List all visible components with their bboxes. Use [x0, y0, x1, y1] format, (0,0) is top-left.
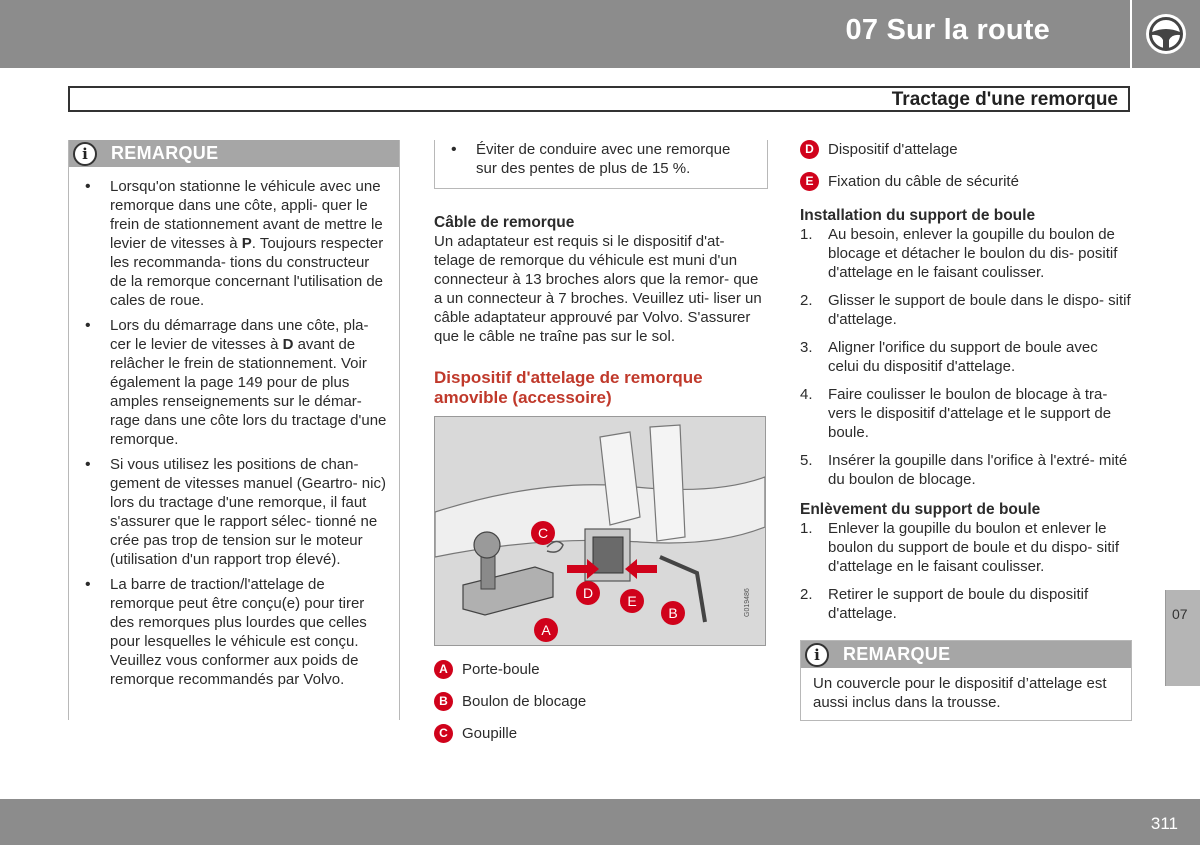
figure-code: G019486	[744, 588, 751, 617]
note-header	[69, 140, 399, 167]
step-text: Retirer le support de boule du dispositif d'attelage.	[828, 586, 1089, 622]
note-bullet-list	[447, 140, 755, 178]
callout-a	[534, 618, 558, 642]
step-item	[800, 225, 1132, 282]
list-item: • Lors du démarrage dans une côte, pla- cer le levier de vitesses à D avant de relâcher le frein de stationnement. Voir également la page 149 pour de plus amples renseignements sur le démar- rage dans une côte lors du tractage d'une remorque.	[81, 316, 387, 449]
cable-heading: Câble de remorque	[434, 214, 575, 231]
list-item: • Lorsqu'on stationne le véhicule avec une remorque dans une côte, appli- quer le frein de stationnement avant de mettre le levier de vitesses à P. Toujours respecter les recommanda- tions du constructeur de la remorque concernant l'utilisation de cales de roue.	[81, 177, 387, 310]
legend-text: Dispositif d'attelage	[828, 141, 958, 158]
step-item	[800, 291, 1132, 329]
footer-bar	[0, 799, 1200, 845]
note-title: REMARQUE	[843, 644, 951, 664]
callout-c	[531, 521, 555, 545]
section-header	[68, 86, 1130, 112]
figure-legend-continued	[800, 140, 1132, 191]
svg-text:B: B	[668, 605, 678, 621]
step-item	[800, 451, 1132, 489]
legend-badge: D	[800, 140, 819, 159]
legend-item	[434, 724, 768, 743]
header-bar	[0, 0, 1130, 68]
callout-e	[620, 589, 644, 613]
svg-text:A: A	[541, 622, 551, 638]
hitch-illustration	[434, 416, 766, 646]
svg-text:C: C	[537, 525, 549, 541]
legend-item	[800, 172, 1132, 191]
step-text: Aligner l'orifice du support de boule avec celui du dispositif d'attelage.	[828, 339, 1098, 375]
section-title: Tractage d'une remorque	[891, 89, 1118, 110]
chapter-title: 07 Sur la route	[845, 14, 1050, 46]
list-item: • La barre de traction/l'attelage de remorque peut être conçu(e) pour tirer des remorques plus lourdes que celles pour lesquelles le véhicule est conçu. Veuillez vous conformer aux poids de remorque recommandés par Volvo.	[81, 575, 387, 689]
callout-b	[661, 601, 685, 625]
legend-badge: B	[434, 692, 453, 711]
legend-text: Goupille	[462, 725, 518, 742]
legend-item	[800, 140, 1132, 159]
step-number: 2.	[800, 586, 813, 603]
info-icon: i	[73, 142, 97, 166]
step-number: 2.	[800, 292, 813, 309]
step-text: Insérer la goupille dans l'orifice à l'extré- mité du boulon de blocage.	[828, 452, 1128, 488]
remove-steps	[800, 519, 1132, 623]
remove-heading: Enlèvement du support de boule	[800, 501, 1041, 518]
install-steps	[800, 225, 1132, 489]
note-box	[800, 640, 1132, 721]
note-title: REMARQUE	[111, 143, 219, 163]
steering-wheel-icon	[1144, 12, 1188, 56]
cable-paragraph: Un adaptateur est requis si le dispositif d'at- telage de remorque du véhicule est muni d'un connecteur à 13 broches alors que la remor- que a un connecteur à 7 broches. Veuillez uti- liser un câble adaptateur approuvé par Volvo. S'assurer que le câble ne traîne pas sur le sol.	[434, 233, 762, 345]
step-item	[800, 338, 1132, 376]
step-number: 1.	[800, 226, 813, 243]
hitch-diagram	[435, 417, 765, 645]
legend-item	[434, 660, 768, 679]
legend-item	[434, 692, 768, 711]
legend-badge: A	[434, 660, 453, 679]
legend-badge: C	[434, 724, 453, 743]
note-header	[801, 641, 1131, 668]
svg-text:E: E	[627, 593, 637, 609]
install-heading: Installation du support de boule	[800, 207, 1036, 224]
chapter-icon-box	[1132, 0, 1200, 68]
legend-text: Boulon de blocage	[462, 693, 587, 710]
step-number: 3.	[800, 339, 813, 356]
step-number: 1.	[800, 520, 813, 537]
column-left	[68, 140, 400, 720]
step-item	[800, 519, 1132, 576]
legend-badge: E	[800, 172, 819, 191]
step-text: Glisser le support de boule dans le dispo- sitif d'attelage.	[828, 292, 1131, 328]
step-item	[800, 385, 1132, 442]
hitch-heading: Dispositif d'attelage de remorque amovible (accessoire)	[434, 368, 703, 407]
legend-text: Porte-boule	[462, 661, 540, 678]
step-number: 5.	[800, 452, 813, 469]
legend-text: Fixation du câble de sécurité	[828, 173, 1019, 190]
step-text: Enlever la goupille du boulon et enlever le boulon du support de boule et du dispo- sitif d'attelage en le faisant coulisser.	[828, 520, 1120, 575]
step-text: Au besoin, enlever la goupille du boulon de blocage et détacher le boulon du dis- positif d'attelage en le faisant coulisser.	[828, 226, 1118, 281]
info-icon: i	[805, 643, 829, 667]
note-box-continuation	[434, 140, 768, 189]
step-item	[800, 585, 1132, 623]
step-text: Faire coulisser le boulon de blocage à tra- vers le dispositif d'attelage et le support de boule.	[828, 386, 1112, 441]
column-middle	[434, 140, 768, 756]
page-number: 311	[1150, 814, 1178, 833]
svg-text:D: D	[582, 585, 594, 601]
note-bullet-list	[69, 167, 399, 689]
step-number: 4.	[800, 386, 813, 403]
callout-d	[576, 581, 600, 605]
side-tab-label: 07	[1172, 606, 1188, 622]
note-text: Un couvercle pour le dispositif d’attelage est aussi inclus dans la trousse.	[813, 675, 1107, 711]
list-item: • Si vous utilisez les positions de chan- gement de vitesses manuel (Geartro- nic) lors du tractage d'une remorque, il faut s'assurer que le rapport sélec- tionné ne crée pas trop de tension sur le moteur (utilisation d'un rapport trop élevé).	[81, 455, 387, 569]
chapter-side-tab	[1165, 590, 1200, 686]
column-right	[800, 140, 1132, 721]
list-item: • Éviter de conduire avec une remorque sur des pentes de plus de 15 %.	[447, 140, 755, 178]
note-box	[68, 140, 400, 720]
figure-legend	[434, 660, 768, 743]
